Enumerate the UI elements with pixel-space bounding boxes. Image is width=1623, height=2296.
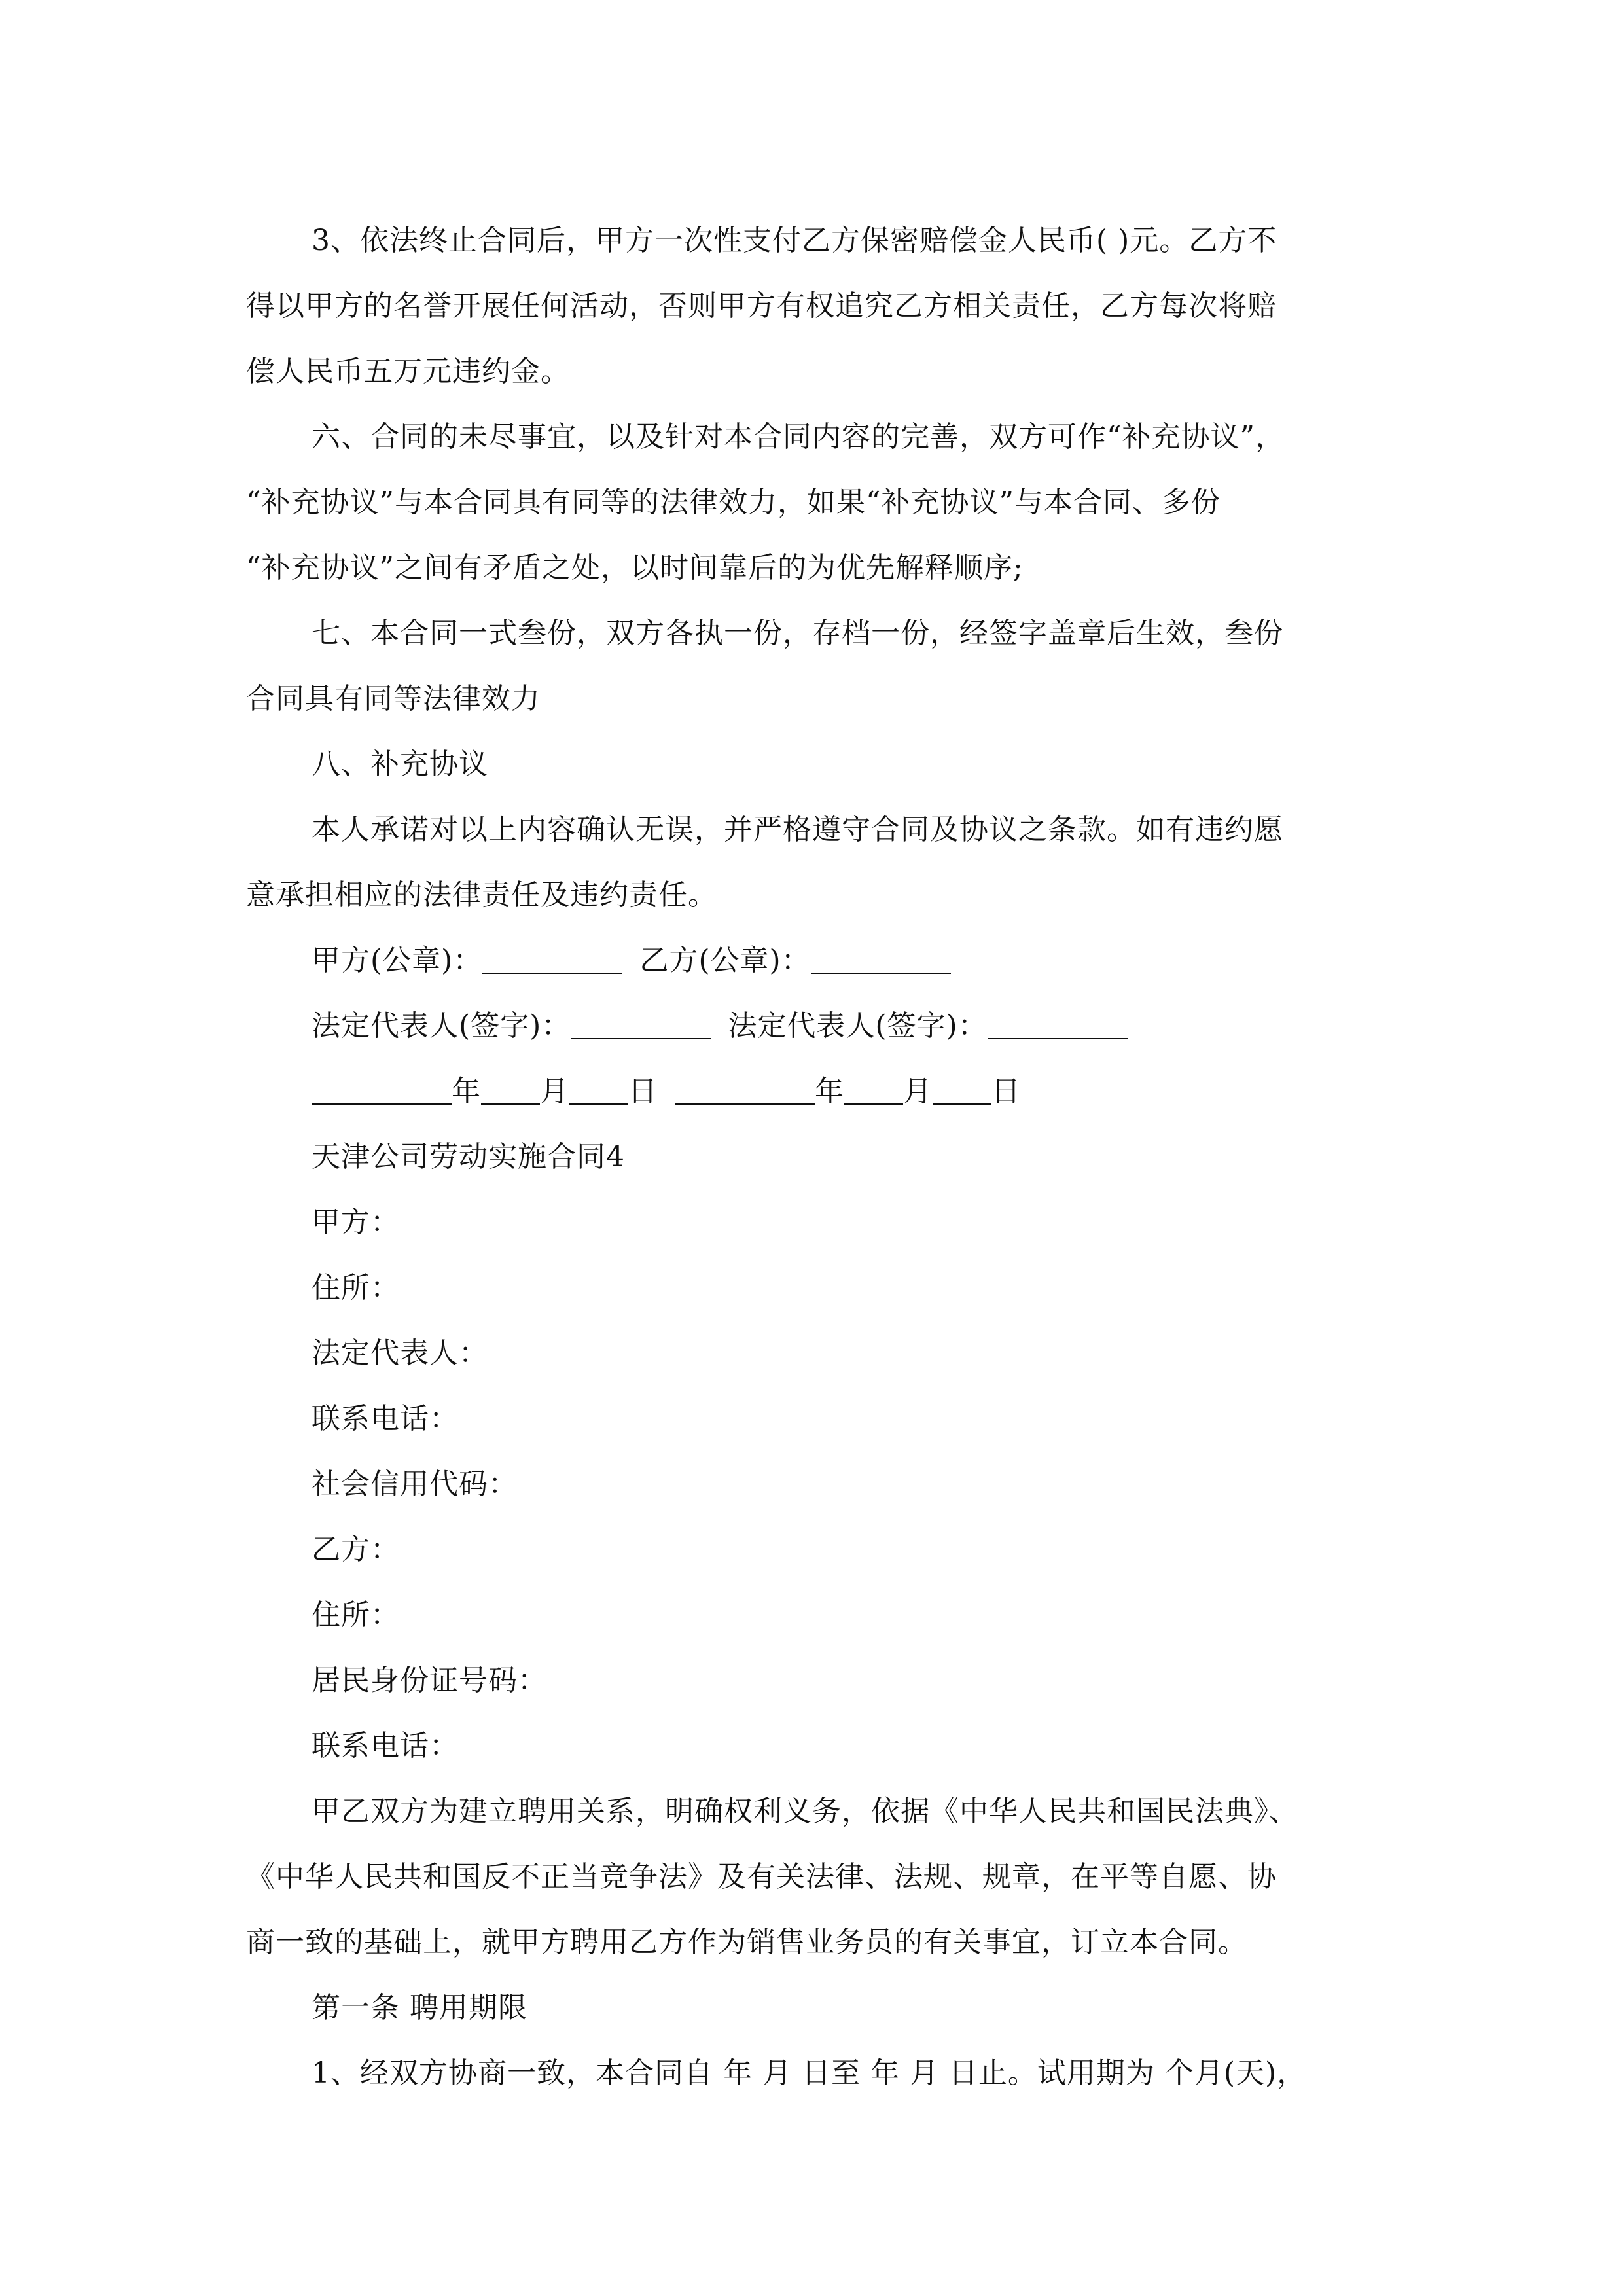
party-b-phone-label: 联系电话：	[312, 1729, 459, 1763]
year-label-b: 年	[815, 1075, 844, 1108]
clause-3-line-3: 偿人民币五万元违约金。	[246, 355, 570, 388]
article-6-line-3: “补充协议”之间有矛盾之处，以时间靠后的为优先解释顺序;	[246, 551, 1024, 584]
month-blank-b	[844, 1073, 903, 1105]
day-label-a: 日	[628, 1075, 658, 1108]
party-b-seal-label: 乙方(公章)：	[639, 944, 811, 977]
year-blank-b	[675, 1073, 815, 1105]
party-b-seal-blank	[811, 942, 951, 974]
id-number-label: 居民身份证号码：	[312, 1664, 547, 1697]
party-b-rep-label: 法定代表人(签字)：	[728, 1009, 988, 1043]
party-b-address-label: 住所：	[312, 1598, 400, 1632]
contract-title: 天津公司劳动实施合同4	[312, 1140, 625, 1174]
party-a-rep-blank	[571, 1008, 711, 1039]
clause-3-line-2: 得以甲方的名誉开展任何活动，否则甲方有权追究乙方相关责任，乙方每次将赔	[246, 289, 1277, 323]
party-a-seal-blank	[482, 942, 622, 974]
article-8-heading: 八、补充协议	[312, 747, 488, 781]
article-6-line-2: “补充协议”与本合同具有同等的法律效力，如果“补充协议”与本合同、多份	[246, 486, 1221, 519]
preamble-line-3: 商一致的基础上，就甲方聘用乙方作为销售业务员的有关事宜，订立本合同。	[246, 1926, 1247, 1959]
document-body	[246, 208, 1374, 2106]
representative-row	[246, 994, 1374, 1059]
party-a-label: 甲方：	[312, 1206, 400, 1239]
party-a-address-label: 住所：	[312, 1271, 400, 1304]
day-blank-b	[933, 1073, 991, 1105]
year-blank-a	[312, 1073, 452, 1105]
commitment-line-2: 意承担相应的法律责任及违约责任。	[246, 878, 717, 912]
seal-row	[246, 928, 1374, 994]
preamble-line-2: 《中华人民共和国反不正当竞争法》及有关法律、法规、规章，在平等自愿、协	[246, 1860, 1277, 1893]
party-a-phone-label: 联系电话：	[312, 1402, 459, 1435]
party-b-rep-blank	[988, 1008, 1128, 1039]
year-label-a: 年	[452, 1075, 481, 1108]
date-row	[246, 1059, 1374, 1124]
clause-3-line-1: 3、依法终止合同后，甲方一次性支付乙方保密赔偿金人民币( )元。乙方不	[312, 224, 1277, 257]
article-1-heading: 第一条 聘用期限	[312, 1991, 527, 2024]
article-6-line-1: 六、合同的未尽事宜，以及针对本合同内容的完善，双方可作“补充协议”，	[312, 420, 1285, 454]
month-blank-a	[481, 1073, 540, 1105]
day-blank-a	[569, 1073, 628, 1105]
party-b-label: 乙方：	[312, 1533, 400, 1566]
article-7-line-2: 合同具有同等法律效力	[246, 682, 541, 715]
credit-code-label: 社会信用代码：	[312, 1467, 518, 1501]
preamble-line-1: 甲乙双方为建立聘用关系，明确权利义务，依据《中华人民共和国民法典》、	[312, 1795, 1298, 1828]
party-a-rep-label: 法定代表人(签字)：	[312, 1009, 571, 1043]
article-1-clause-1: 1、经双方协商一致，本合同自 年 月 日至 年 月 日止。试用期为 个月(天)，	[312, 2056, 1307, 2090]
day-label-b: 日	[991, 1075, 1021, 1108]
commitment-line-1: 本人承诺对以上内容确认无误，并严格遵守合同及协议之条款。如有违约愿	[312, 813, 1283, 846]
legal-representative-label: 法定代表人：	[312, 1336, 488, 1370]
party-a-seal-label: 甲方(公章)：	[312, 944, 483, 977]
month-label-a: 月	[540, 1075, 569, 1108]
article-7-line-1: 七、本合同一式叁份，双方各执一份，存档一份，经签字盖章后生效，叁份	[312, 617, 1283, 650]
month-label-b: 月	[903, 1075, 933, 1108]
